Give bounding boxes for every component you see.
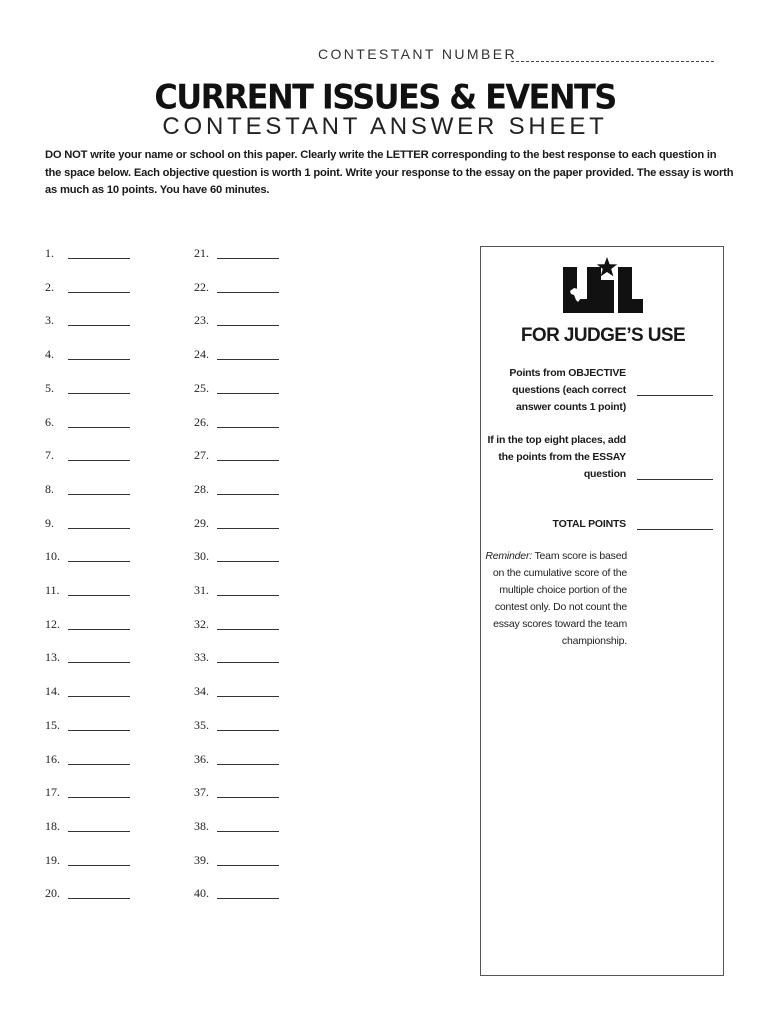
essay-points-field[interactable] bbox=[637, 479, 713, 480]
answer-blank[interactable] bbox=[217, 595, 279, 596]
reminder-emphasis: Reminder: bbox=[485, 550, 532, 562]
question-number: 22. bbox=[194, 280, 209, 294]
page-subtitle: CONTESTANT ANSWER SHEET bbox=[162, 113, 608, 140]
answer-blank[interactable] bbox=[217, 898, 279, 899]
instructions: DO NOT write your name or school on this paper. Clearly write the LETTER corresponding to the best response to each question in the space below. Each objective question is worth 1 point. Write your response to the essay on the paper provided. The essay is worth as much as 10 points. You have 60 minutes. bbox=[45, 149, 734, 196]
answer-blank[interactable] bbox=[68, 427, 130, 428]
question-number: 7. bbox=[45, 448, 54, 462]
answer-blank[interactable] bbox=[68, 528, 130, 529]
answer-blank[interactable] bbox=[68, 325, 130, 326]
question-number: 12. bbox=[45, 617, 60, 631]
question-number: 16. bbox=[45, 752, 60, 766]
answer-blank[interactable] bbox=[68, 898, 130, 899]
question-number: 35. bbox=[194, 718, 209, 732]
answer-blank[interactable] bbox=[68, 831, 130, 832]
answer-blank[interactable] bbox=[217, 662, 279, 663]
answer-blank[interactable] bbox=[68, 865, 130, 866]
answer-blank[interactable] bbox=[68, 797, 130, 798]
question-number: 32. bbox=[194, 617, 209, 631]
question-number: 14. bbox=[45, 684, 60, 698]
answer-blank[interactable] bbox=[217, 730, 279, 731]
question-number: 6. bbox=[45, 415, 54, 429]
question-number: 11. bbox=[45, 583, 60, 597]
question-number: 4. bbox=[45, 347, 54, 361]
question-number: 8. bbox=[45, 482, 54, 496]
answer-blank[interactable] bbox=[217, 325, 279, 326]
uil-logo bbox=[561, 255, 645, 319]
objective-points-field[interactable] bbox=[637, 395, 713, 396]
total-points-field[interactable] bbox=[637, 529, 713, 530]
contestant-number-field[interactable] bbox=[511, 61, 714, 62]
answer-blank[interactable] bbox=[217, 427, 279, 428]
answer-blank[interactable] bbox=[217, 764, 279, 765]
question-number: 28. bbox=[194, 482, 209, 496]
question-number: 40. bbox=[194, 886, 209, 900]
answer-blank[interactable] bbox=[68, 494, 130, 495]
question-number: 23. bbox=[194, 313, 209, 327]
question-number: 39. bbox=[194, 853, 209, 867]
judge-box bbox=[480, 246, 724, 976]
answer-blank[interactable] bbox=[217, 797, 279, 798]
answer-blank[interactable] bbox=[217, 258, 279, 259]
question-number: 3. bbox=[45, 313, 54, 327]
answer-blank[interactable] bbox=[68, 629, 130, 630]
question-number: 25. bbox=[194, 381, 209, 395]
question-number: 26. bbox=[194, 415, 209, 429]
answer-blank[interactable] bbox=[68, 292, 130, 293]
answer-blank[interactable] bbox=[217, 460, 279, 461]
question-number: 15. bbox=[45, 718, 60, 732]
answer-blank[interactable] bbox=[217, 494, 279, 495]
question-number: 19. bbox=[45, 853, 60, 867]
question-number: 2. bbox=[45, 280, 54, 294]
objective-points-label: Points from OBJECTIVE questions (each correct answer counts 1 point) bbox=[509, 367, 626, 413]
essay-points-label: If in the top eight places, add the points from the ESSAY question bbox=[487, 434, 626, 480]
question-number: 29. bbox=[194, 516, 209, 530]
question-number: 33. bbox=[194, 650, 209, 664]
answer-blank[interactable] bbox=[68, 460, 130, 461]
question-number: 1. bbox=[45, 246, 54, 260]
answer-blank[interactable] bbox=[217, 561, 279, 562]
answer-blank[interactable] bbox=[68, 258, 130, 259]
answer-blank[interactable] bbox=[68, 561, 130, 562]
answer-blank[interactable] bbox=[68, 662, 130, 663]
question-number: 13. bbox=[45, 650, 60, 664]
question-number: 37. bbox=[194, 785, 209, 799]
answer-blank[interactable] bbox=[217, 359, 279, 360]
question-number: 9. bbox=[45, 516, 54, 530]
question-number: 20. bbox=[45, 886, 60, 900]
question-number: 34. bbox=[194, 684, 209, 698]
question-number: 10. bbox=[45, 549, 60, 563]
question-number: 18. bbox=[45, 819, 60, 833]
answer-blank[interactable] bbox=[217, 629, 279, 630]
page-title: CURRENT ISSUES & EVENTS bbox=[154, 77, 616, 117]
answer-blank[interactable] bbox=[68, 393, 130, 394]
contestant-number-label: CONTESTANT NUMBER bbox=[318, 46, 517, 62]
judge-title: FOR JUDGE’S USE bbox=[520, 325, 686, 346]
answer-blank[interactable] bbox=[217, 528, 279, 529]
reminder-note bbox=[481, 548, 627, 650]
total-points-label: TOTAL POINTS bbox=[552, 518, 626, 530]
question-number: 24. bbox=[194, 347, 209, 361]
answer-blank[interactable] bbox=[217, 865, 279, 866]
answer-blank[interactable] bbox=[68, 595, 130, 596]
contestant-number-row bbox=[318, 44, 718, 68]
question-number: 17. bbox=[45, 785, 60, 799]
answer-blank[interactable] bbox=[68, 696, 130, 697]
answer-blank[interactable] bbox=[68, 764, 130, 765]
answer-blank[interactable] bbox=[68, 730, 130, 731]
question-number: 31. bbox=[194, 583, 209, 597]
answer-blank[interactable] bbox=[217, 696, 279, 697]
question-number: 30. bbox=[194, 549, 209, 563]
question-number: 36. bbox=[194, 752, 209, 766]
answer-blank[interactable] bbox=[217, 831, 279, 832]
answer-blank[interactable] bbox=[217, 292, 279, 293]
reminder-text: Team score is based on the cumulative score of the multiple choice portion of the contest only. Do not count the essay scores toward the team championship. bbox=[492, 550, 627, 647]
answer-blank[interactable] bbox=[217, 393, 279, 394]
question-number: 38. bbox=[194, 819, 209, 833]
answer-blank[interactable] bbox=[68, 359, 130, 360]
question-number: 5. bbox=[45, 381, 54, 395]
question-number: 21. bbox=[194, 246, 209, 260]
question-number: 27. bbox=[194, 448, 209, 462]
